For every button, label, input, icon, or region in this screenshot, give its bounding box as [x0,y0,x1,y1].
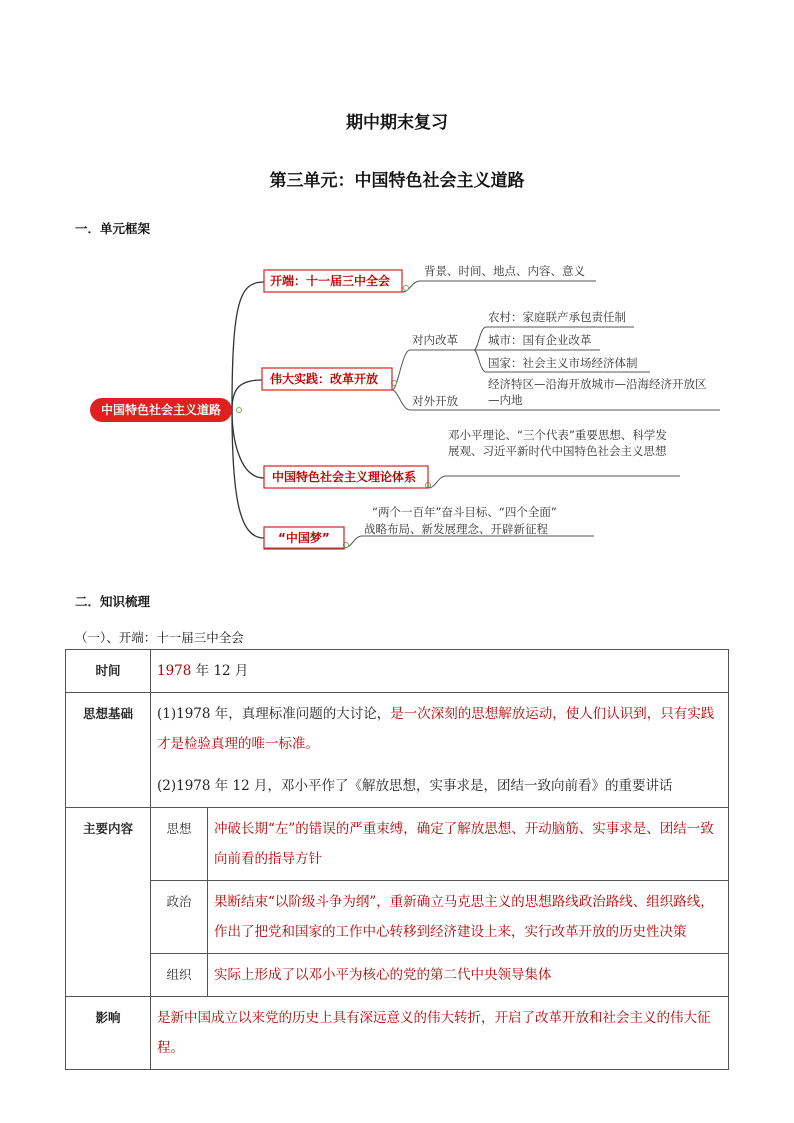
table-row-content-politics [66,881,729,954]
value-time-year: 1978 [157,663,192,679]
expand-dot-root [237,408,242,413]
basis-paragraph-1 [157,699,722,759]
content-organization: 实际上形成了以邓小平为核心的党的第二代中央领导集体 [208,954,729,997]
domestic-item-national: 国家：社会主义市场经济体制 [488,356,638,370]
table-row-basis [66,693,729,808]
sub-label-politics: 政治 [151,881,208,954]
label-time: 时间 [66,650,151,693]
connector-branch1-leaf [402,281,596,292]
value-time [151,650,729,693]
branch4-label: “中国梦” [278,531,330,545]
table-row-content-ideology [66,808,729,881]
branch3-leaf: 邓小平理论、“三个代表”重要思想、科学发展观、习近平新时代中国特色社会主义思想 [448,428,667,458]
sub-label-organization: 组织 [151,954,208,997]
external-opening-leaf: 经济特区—沿海开放城市—沿海经济开放区—内地 [488,377,707,407]
label-content: 主要内容 [66,808,151,997]
domestic-item-rural: 农村：家庭联产承包责任制 [488,310,626,324]
document-title: 期中期末复习 [346,113,448,133]
label-basis: 思想基础 [66,693,151,808]
expand-dot-branch1 [404,286,409,291]
branch4-leaf-line2: 战略布局、新发展理念、开辟新征程 [364,522,548,536]
connector-branch4-leaf [344,536,594,548]
connector-root-branch3 [232,410,264,478]
domestic-reform-label: 对内改革 [412,333,458,347]
content-ideology: 冲破长期“左”的错误的严重束缚，确定了解放思想、开动脑筋、实事求是、团结一致向前看的指导方针 [208,808,729,881]
branch2-label: 伟大实践：改革开放 [270,372,379,386]
branch1-leaf: 背景、时间、地点、内容、意义 [424,264,585,278]
mindmap-root-node: 中国特色社会主义道路 [90,398,232,422]
external-opening-label: 对外开放 [412,394,458,408]
table-row-impact [66,997,729,1070]
connector-root-branch2 [232,380,262,410]
content-politics: 果断结束“以阶级斗争为纲”，重新确立马克思主义的思想路线政治路线、组织路线，作出了把党和国家的工作中心转移到经济建设上来，实行改革开放的历史性决策 [208,881,729,954]
table-row-content-organization [66,954,729,997]
table-row-time [66,650,729,693]
connector-branch2-domestic [392,350,474,390]
basis-p1-a: (1)1978 年，真理标准问题的大讨论， [157,706,391,722]
basis-p1-b: 是一次深刻的思想解放运动，使人们认识到，只有实践才是检验真理的唯一标准。 [157,706,715,752]
basis-paragraph-2: (2)1978 年 12 月，邓小平作了《解放思想，实事求是，团结一致向前看》的重要讲话 [157,778,673,794]
section-heading-framework: 一．单元框架 [75,221,151,236]
sub-label-ideology: 思想 [151,808,208,881]
table-caption: （一）、开端：十一届三中全会 [75,630,244,645]
branch3-label: 中国特色社会主义理论体系 [272,470,417,484]
connector-branch3-leaf [428,476,680,488]
label-impact: 影响 [66,997,151,1070]
document-subtitle: 第三单元：中国特色社会主义道路 [269,171,525,191]
section-heading-knowledge: 二．知识梳理 [75,594,151,609]
branch4-leaf-line1: “两个一百年”奋斗目标、“四个全面” [372,505,557,519]
domestic-item-urban: 城市：国有企业改革 [488,333,592,347]
value-basis [151,693,729,808]
connector-root-branch4 [232,410,264,538]
value-impact: 是新中国成立以来党的历史上具有深远意义的伟大转折，开启了改革开放和社会主义的伟大征程。 [151,997,729,1070]
branch1-label: 开端：十一届三中全会 [270,274,391,288]
value-time-rest: 年 12 月 [191,663,249,679]
connector-root-branch1 [232,282,264,410]
knowledge-table [65,649,729,1070]
